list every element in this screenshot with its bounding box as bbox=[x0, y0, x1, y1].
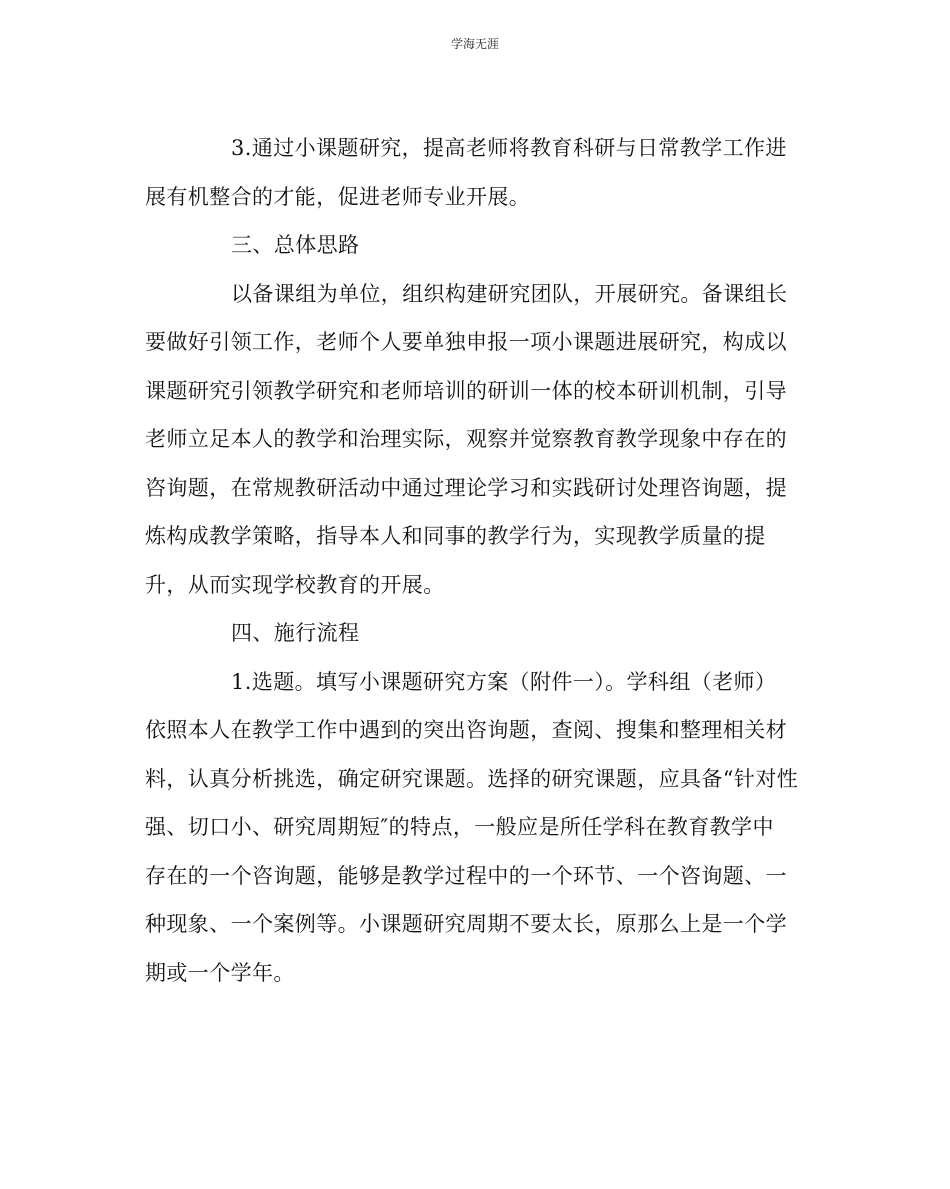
paragraph-line: 依照本人在教学工作中遇到的突出咨询题，查阅、搜集和整理相关材 bbox=[145, 718, 787, 742]
paragraph-line: 要做好引领工作，老师个人要单独申报一项小课题进展研究，构成以 bbox=[145, 330, 787, 354]
paragraph-line: 课题研究引领教学研究和老师培训的研训一体的校本研训机制，引导 bbox=[145, 378, 787, 403]
paragraph-line: 3.通过小课题研究，提高老师将教育科研与日常教学工作进 bbox=[231, 136, 787, 160]
paragraph-line: 老师立足本人的教学和治理实际，观察并觉察教育教学现象中存在的 bbox=[145, 427, 787, 451]
paragraph-line: 升，从而实现学校教育的开展。 bbox=[145, 572, 445, 597]
paragraph-line: 咨询题，在常规教研活动中通过理论学习和实践研讨处理咨询题，提 bbox=[145, 475, 787, 500]
document-body bbox=[145, 130, 810, 1003]
paragraph-line: 展有机整合的才能，促进老师专业开展。 bbox=[145, 184, 531, 209]
paragraph-line: 存在的一个咨询题，能够是教学过程中的一个环节、一个咨询题、一 bbox=[145, 863, 787, 888]
section-heading: 四、施行流程 bbox=[231, 621, 360, 645]
paragraph-line: 以备课组为单位，组织构建研究团队，开展研究。备课组长 bbox=[231, 281, 788, 306]
paragraph-line: 1.选题。填写小课题研究方案（附件一）。学科组（老师） bbox=[231, 669, 777, 694]
paragraph-line: 期或一个学年。 bbox=[145, 960, 295, 985]
paragraph-line: 种现象、一个案例等。小课题研究周期不要太长，原那么上是一个学 bbox=[145, 912, 787, 936]
paragraph-line: 料，认真分析挑选，确定研究课题。选择的研究课题，应具备“针对性 bbox=[145, 766, 799, 791]
paragraph-line: 炼构成教学策略，指导本人和同事的教学行为，实现教学质量的提 bbox=[145, 524, 766, 548]
paragraph-line: 强、切口小、研究周期短″的特点，一般应是所任学科在教育教学中 bbox=[145, 815, 774, 839]
section-heading: 三、总体思路 bbox=[231, 233, 360, 257]
page-header: 学海无涯 bbox=[450, 37, 499, 51]
